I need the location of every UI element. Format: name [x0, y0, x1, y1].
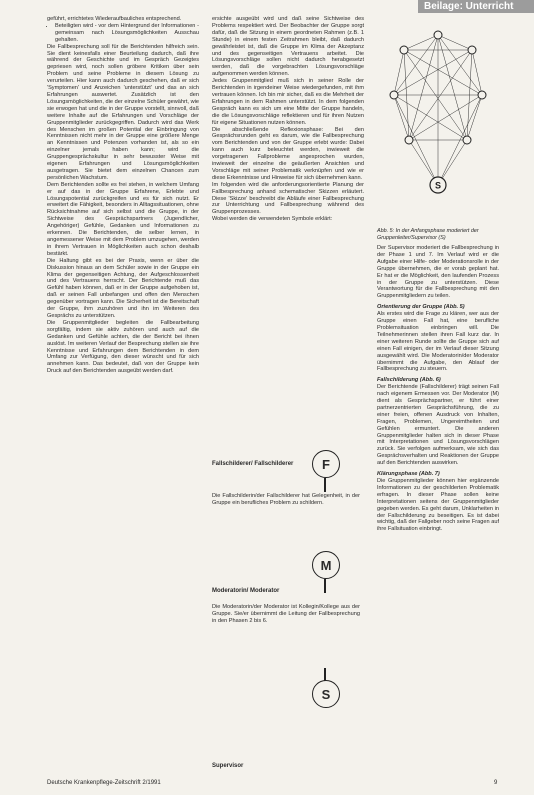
- col2-paragraph: Jedes Gruppenmitglied muß sich in seiner Rolle der Berichtenden in irgendeiner Weise wiedergefunden, mit ihm vertrauen können. Ich bin mir sicher, daß es die Mehrheit der Erfahrungen in dem Rahmen unterstützt. In dem folgenden Gespräch kann es sich um eine Mitte der Gruppe handeln, die die Lösungsvorschläge reflektieren und für ihren Nutzen für eigene Situationen nutzen können.: [212, 78, 364, 126]
- col3-paragraph: Der Berichtende (Fallschilderer) trägt seinen Fall nach eigenem Ermessen vor. Der Moderator (M) dient als Gesprächspartner, er führt einer partnerzentrierten Gesprächsführung, die zu einer freien, offenen Ausdruck von Inhalten, Fragen, Problemen, Ungereimtheiten und Gefühlen ermuntert. Die anderen Gruppenmitglieder halten sich in dieser Phase mit Interpretationen und Lösungsvorschlägen zurück. Sie verfolgen aufmerksam, wie sich das Gesprächsverhalten und Reaktionen der Gruppe auf den Berichtenden auswirken.: [377, 384, 499, 467]
- role-desc-f: Die Fallschilderin/der Fallschilderer hat Gelegenheit, in der Gruppe ein berufliches Problem zu schildern.: [212, 493, 360, 506]
- col2-paragraph: Im folgenden wird die anforderungsorientierte Planung der Fallbesprechung anhand schematischer Skizzen erläutert. Diese 'Skizze' beschreibt die Abläufe einer Fallbesprechung zur Unterrichtung und Fallbesprechung während des Gruppenprozesses.: [212, 181, 364, 216]
- col1-bullets: [47, 23, 199, 44]
- network-lines: [394, 35, 482, 185]
- symbol-stem: [324, 478, 326, 492]
- col1-paragraph: Die Gruppenmitglieder begleiten die Fallbearbeitung sorgfältig, indem sie aktiv zuhören und auch auf die Gedanken und Gefühle achten, die der Bericht bei ihnen auslöst. Im weiteren Verlauf der Besprechung stellen sie ihre Kenntnisse und Erfahrungen dem Berichtenden in dem Umfang zur Verfügung, den dieser wünscht und für sich annehmen kann. Das bedeutet, daß von der Gruppe kein Druck auf den Berichtenden ausgeübt werden darf.: [47, 319, 199, 375]
- column-right: [377, 245, 499, 765]
- col2-paragraph: ersichte ausgeübt wird und daß seine Sichtweise des Problems respektiert wird. Der Beobachter der Gruppe sorgt dafür, daß die Sitzung in einem geordneten Rahmen (z.B. 1 Stunde) in einem festen Zeitrahmen bleibt, daß dadurch gewährleistet ist, daß die Gruppe im Klima der Akzeptanz und des gegenseitigen Vertrauens arbeitet. Die Lösungsvorschläge sollen nicht dadurch herabgesetzt werden, daß die vorgebrachten Lösungsvorschläge aufgenommen werden können.: [212, 16, 364, 78]
- column-middle: [212, 16, 364, 446]
- col1-paragraph: Die Fallbesprechung soll für die Berichtenden hilfreich sein. Sie dient keinesfalls einer Beurteilung dadurch, daß ihre während der Geschichte und im Gespräch Gezeigtes gepriesen wird, noch sollen gröbere Kritiken über sein Problem und seine Probleme in diesem Lösung zu verurteilen. Hier kann auch dadurch geschehen, daß er sich 'Symptomen' und Anzeichen 'unterstützt' und das an sich Erfahrungen auswertet. Zusätzlich ist den Lösungsmöglichkeiten, die der einzelne Schüler gewährt, wie sie erwogen hat und die in der Gruppe vorstellt, sinnvoll, daß weitere Inhalte auf die Erfahrungen und Vorschläge der Gruppenmitglieder zurückgegriffen. Dadurch wird das Werk des Menschen im großen Potential der Einbringung von Kenntnissen nicht mehr in der Gruppe eine größere Menge an Kenntnissen und Potenzen vorhanden ist, als so ein einzelner jemals haben kann; wird die Gruppengesprächskultur in sehr bewusster Weise mit eigenen Erfahrungen und Lösungsmöglichkeiten ausgetragen. Sie bietet dem einzelnen Chancen zum persönlichen Wachstum.: [47, 43, 199, 181]
- moderator-symbol: M: [312, 551, 340, 579]
- col3-paragraph: Der Supervisor moderiert die Fallbesprechung in der Phase 1 und 7. Im Verlauf wird er die Aufgabe einer Hilfe- oder Moderationsrolle in der Gruppe übernehmen, die er vorab geplant hat. Er hat er die Möglichkeit, den laufenden Prozess in der Gruppe zu unterstützen. Diese Verantwortung für die Fallbesprechung mit den Gruppenmitgliedern zu teilen.: [377, 245, 499, 300]
- column-left: [47, 16, 199, 375]
- page-number: 9: [494, 780, 498, 786]
- role-title-m: Moderatorin/ Moderator: [212, 588, 280, 594]
- col2-paragraph: Die abschließende Reflexionsphase: Bei den Gesprächsrunden geht es darum, wie die Fallbesprechung vom Berichtenden und von der Gruppe erlebt wurde: Dabei kann auch kurz beleuchtet werden, inwieweit die vorgetragenen Fallprobleme angesprochen wurden, inwieweit der einzelne die geäußerten Ansichten und Vorschläge mit seiner Problematik verknüpfen und wie er diese Erkenntnisse und Hinweise für sich übernehmen kann.: [212, 126, 364, 181]
- supervisor-node-label: S: [434, 180, 442, 191]
- role-title-s: Supervisor: [212, 763, 244, 769]
- section-header: [418, 0, 534, 13]
- role-desc-m: Die Moderatorin/der Moderator ist Kollegin/Kollege aus der Gruppe. Sie/er übernimmt die Leitung der Fallbesprechung in den Phasen 2 bis 6.: [212, 604, 360, 624]
- col3-subheading: Klärungsphase (Abb. 7): [377, 471, 440, 478]
- col2-paragraph: Wobei werden die verwendeten Symbole erklärt:: [212, 216, 333, 223]
- col3-paragraph: Die Gruppenmitglieder können hier ergänzende Informationen zu der geschilderten Problematik erfragen. In dieser Phase sollen keine Interpretationen seitens der Gruppenmitglieder gegeben werden. Es geht darum, Unklarheiten in der Fallschilderung zu beseitigen. Es ist dabei wichtig, daß der Fallgeber noch seine Fragen auf ihre Fallsituation einbringt.: [377, 478, 499, 533]
- supervisor-symbol: S: [312, 680, 340, 708]
- col3-subheading: Fallschilderung (Abb. 6): [377, 377, 441, 384]
- col3-paragraph: Als erstes wird die Frage zu klären, wer aus der Gruppe einen Fall hat, eine berufliche Problemsituation einbringen will. Die Teilnehmerinnen stellen ihren Fall kurz dar. In einer weiteren Runde sollte die Gruppe sich auf einen Fall einigen, der im Verlauf dieser Sitzung ausgewählt wird. Die Moderatorin/der Moderator übernimmt die Aufgabe, den Ablauf der Fallbesprechung zu steuern.: [377, 311, 499, 373]
- fallschilderer-symbol: F: [312, 450, 340, 478]
- col1-paragraph: Die Haltung gibt es bei der Praxis, wenn er über die Diskussion hinaus an dem Schüler sowie in der Gruppe ein Klima der gegenseitigen Achtung, der Aufgeschlossenheit und des Vertrauens herrscht. Der Berichtende muß das Gefühl haben können, daß er in der Gruppe aufgehoben ist, daß er seinen Fall unbefangen und offen den Menschen gegenüber vortragen kann. Die Sicherheit ist die Bereitschaft der Gruppe, ihm zuzuhören und ihn im Weiteren des Gesprächs zu unterstützen.: [47, 257, 199, 319]
- col3-subheading: Orientierung der Gruppe (Abb. 5): [377, 304, 465, 311]
- col1-bullet: • Beteiligten wird - vor dem Hintergrund der Informationen - gemeinsam nach Lösungsmöglichkeiten Ausschau gehalten.: [55, 23, 199, 44]
- footer-journal: Deutsche Krankenpflege-Zeitschrift 2/1991: [47, 780, 161, 786]
- section-title: Beilage: Unterricht: [424, 1, 514, 12]
- figure-caption: Abb. 5: In der Anfangsphase moderiert der Gruppenleiter/Supervisor (S): [377, 228, 479, 241]
- role-title-f: Fallschilderer/ Fallschilderer: [212, 461, 294, 467]
- col1-paragraph: Dem Berichtenden sollte es frei stehen, in welchem Umfang er auf das in der Gruppe Erfahrene, Erlebte und Lösungspotential zurückgreifen und es für sich nutzt. Er erweitert die Fähigkeit, besonders in Alltagssituationen, ohne Rücksichtnahme auf sich selbst und die Gruppe, in der Sichtweise des Gesprächspartners (Jugendlicher, Angehöriger) Gefühle, Gedanken und Informationen zu erkennen. Die Berichtenden, die selber lernen, in angemessener Weise mit dem Problem umzugehen, werden in ihrem Vertrauen in Möglichkeiten auch schon deshalb bestärkt.: [47, 181, 199, 257]
- symbol-stem: [324, 579, 326, 593]
- group-network-diagram: [377, 15, 499, 230]
- col1-intro: geführt, errichtetes Wiederaufbauliches entsprechend.: [47, 16, 182, 22]
